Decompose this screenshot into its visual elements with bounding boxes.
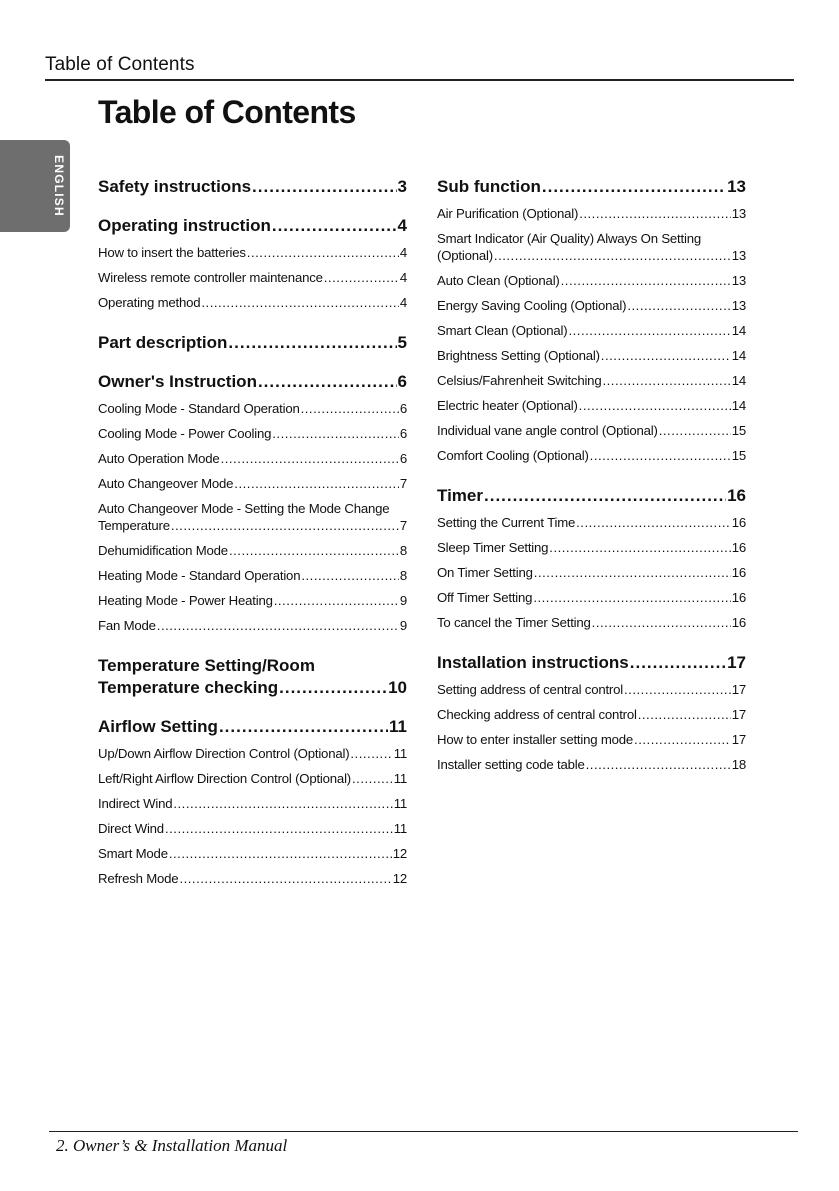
toc-entry[interactable]	[98, 538, 407, 563]
toc-entry[interactable]	[98, 446, 407, 471]
dot-leader	[228, 332, 396, 354]
section-title: Airflow Setting	[98, 717, 218, 736]
dot-leader	[579, 205, 731, 222]
toc-entry[interactable]	[437, 418, 746, 443]
dot-leader	[592, 614, 731, 631]
toc-entry[interactable]	[437, 343, 746, 368]
entry-text: Checking address of central control	[437, 707, 637, 722]
page-number: 15	[731, 448, 746, 463]
page-number: 17	[727, 653, 746, 672]
entry-text: Heating Mode - Standard Operation	[98, 568, 301, 583]
page-number: 18	[731, 757, 746, 772]
dot-leader	[624, 681, 731, 698]
page-number: 4	[399, 245, 407, 260]
section-title: Safety instructions	[98, 177, 252, 196]
entry-text: Energy Saving Cooling (Optional)	[437, 298, 627, 313]
toc-entry[interactable]	[98, 421, 407, 446]
toc-entry[interactable]	[437, 677, 746, 702]
toc-entry[interactable]	[98, 841, 407, 866]
dot-leader	[157, 617, 399, 634]
page-number: 6	[399, 401, 407, 416]
toc-entry[interactable]	[437, 368, 746, 393]
section-title: Sub function	[437, 177, 541, 196]
entry-text: Auto Changeover Mode	[98, 476, 234, 491]
entry-text: Electric heater (Optional)	[437, 398, 578, 413]
dot-leader	[533, 589, 730, 606]
toc-entry[interactable]	[98, 563, 407, 588]
dot-leader	[219, 716, 388, 738]
toc-entry[interactable]	[98, 741, 407, 766]
page-number: 17	[731, 682, 746, 697]
entry-text: Up/Down Airflow Direction Control (Optional)	[98, 746, 350, 761]
toc-section-airflow	[98, 716, 407, 891]
dot-leader	[169, 845, 392, 862]
dot-leader	[279, 677, 387, 699]
entry-text: Comfort Cooling (Optional)	[437, 448, 589, 463]
section-title: Temperature Setting/Room	[98, 656, 315, 675]
page-number: 16	[731, 590, 746, 605]
entry-text: Setting address of central control	[437, 682, 623, 697]
toc-entry[interactable]	[98, 240, 407, 265]
entry-text: Installer setting code table	[437, 757, 585, 772]
dot-leader	[272, 425, 399, 442]
dot-leader	[173, 795, 392, 812]
page-number: 11	[389, 717, 407, 736]
page-number: 11	[393, 771, 407, 786]
toc-left-column	[98, 176, 407, 908]
running-header: Table of Contents	[45, 54, 195, 75]
page-number: 13	[731, 273, 746, 288]
dot-leader	[165, 820, 393, 837]
toc-section-temperature	[98, 655, 407, 699]
section-heading[interactable]	[437, 176, 746, 198]
toc-entry[interactable]	[437, 293, 746, 318]
dot-leader	[659, 422, 731, 439]
dot-leader	[201, 294, 398, 311]
toc-entry[interactable]	[437, 585, 746, 610]
dot-leader	[534, 564, 731, 581]
footer-rule	[49, 1131, 798, 1132]
entry-text: Smart Indicator (Air Quality) Always On Setting	[437, 231, 701, 246]
page-number: 6	[397, 372, 407, 391]
entry-text: Heating Mode - Power Heating	[98, 593, 273, 608]
page-number: 14	[731, 323, 746, 338]
page-number: 10	[388, 678, 407, 697]
dot-leader	[634, 731, 731, 748]
entry-text: Wireless remote controller maintenance	[98, 270, 323, 285]
entry-text: Dehumidification Mode	[98, 543, 228, 558]
entry-text: Celsius/Fahrenheit Switching	[437, 373, 602, 388]
page-number: 17	[731, 707, 746, 722]
page-number: 14	[731, 398, 746, 413]
page-number: 5	[397, 333, 407, 352]
entry-text: On Timer Setting	[437, 565, 533, 580]
page-number: 6	[399, 426, 407, 441]
page-number: 4	[397, 216, 407, 235]
toc-section-sub-function	[437, 176, 746, 468]
toc-entry[interactable]	[98, 816, 407, 841]
toc-entry[interactable]	[437, 727, 746, 752]
entry-text: Auto Operation Mode	[98, 451, 220, 466]
page-number: 4	[399, 295, 407, 310]
entry-text: Auto Changeover Mode - Setting the Mode Change	[98, 501, 390, 516]
page-number: 16	[731, 615, 746, 630]
toc-entry[interactable]	[98, 290, 407, 315]
page-number: 13	[731, 206, 746, 221]
section-heading[interactable]	[437, 652, 746, 674]
toc-entry[interactable]	[98, 613, 407, 638]
page-number: 13	[727, 177, 746, 196]
dot-leader	[549, 539, 730, 556]
page-number: 11	[393, 796, 407, 811]
toc-entry[interactable]	[98, 496, 407, 538]
dot-leader	[542, 176, 726, 198]
page-number: 9	[399, 618, 407, 633]
toc-section-part	[98, 332, 407, 354]
page-number: 6	[399, 451, 407, 466]
page-number: 8	[399, 568, 407, 583]
entry-text: Operating method	[98, 295, 201, 310]
entry-text: Temperature	[98, 518, 170, 533]
toc-entry[interactable]	[437, 752, 746, 777]
page-number: 13	[731, 248, 746, 263]
toc-entry[interactable]	[437, 393, 746, 418]
dot-leader	[258, 371, 397, 393]
section-title: Owner's Instruction	[98, 372, 257, 391]
dot-leader	[301, 567, 399, 584]
dot-leader	[627, 297, 730, 314]
dot-leader	[586, 756, 731, 773]
section-heading[interactable]	[98, 332, 407, 354]
toc-entry[interactable]	[98, 588, 407, 613]
page-number: 13	[731, 298, 746, 313]
entry-text: Setting the Current Time	[437, 515, 576, 530]
dot-leader	[350, 745, 392, 762]
entry-text: Brightness Setting (Optional)	[437, 348, 600, 363]
page-number: 3	[397, 177, 407, 196]
dot-leader	[494, 247, 731, 264]
dot-leader	[274, 592, 399, 609]
dot-leader	[561, 272, 731, 289]
dot-leader	[630, 652, 726, 674]
footer-text: 2. Owner’s & Installation Manual	[56, 1136, 288, 1155]
dot-leader	[579, 397, 731, 414]
entry-text: Sleep Timer Setting	[437, 540, 549, 555]
page-number: 16	[727, 486, 746, 505]
page-number: 11	[393, 746, 407, 761]
dot-leader	[301, 400, 399, 417]
dot-leader	[179, 870, 391, 887]
toc-entry[interactable]	[437, 443, 746, 468]
dot-leader	[324, 269, 399, 286]
page-number: 12	[392, 871, 407, 886]
page-number: 7	[399, 476, 407, 491]
page-number: 17	[731, 732, 746, 747]
toc-entry[interactable]	[98, 471, 407, 496]
dot-leader	[272, 215, 397, 237]
page-number: 7	[399, 518, 407, 533]
entry-text: Cooling Mode - Power Cooling	[98, 426, 272, 441]
section-title: Part description	[98, 333, 228, 352]
page-number: 4	[399, 270, 407, 285]
dot-leader	[602, 372, 730, 389]
page-number: 11	[393, 821, 407, 836]
dot-leader	[484, 485, 726, 507]
section-heading[interactable]	[98, 655, 407, 699]
entry-text: (Optional)	[437, 248, 493, 263]
toc-section-safety	[98, 176, 407, 198]
toc-entry[interactable]	[437, 510, 746, 535]
dot-leader	[568, 322, 730, 339]
section-heading[interactable]	[437, 485, 746, 507]
entry-text: Left/Right Airflow Direction Control (Optional)	[98, 771, 351, 786]
dot-leader	[638, 706, 731, 723]
page-number: 16	[731, 540, 746, 555]
page-number: 14	[731, 348, 746, 363]
page-number: 8	[399, 543, 407, 558]
entry-text: How to insert the batteries	[98, 245, 246, 260]
section-title: Temperature checking	[98, 678, 279, 697]
entry-text: To cancel the Timer Setting	[437, 615, 591, 630]
page-number: 12	[392, 846, 407, 861]
toc-entry[interactable]	[98, 396, 407, 421]
section-title: Timer	[437, 486, 483, 505]
toc-entry[interactable]	[437, 702, 746, 727]
dot-leader	[229, 542, 399, 559]
header-rule	[45, 79, 794, 81]
toc-section-operating	[98, 215, 407, 315]
toc-entry[interactable]	[437, 560, 746, 585]
entry-text: Fan Mode	[98, 618, 156, 633]
toc-entry[interactable]	[437, 535, 746, 560]
toc-section-owners	[98, 371, 407, 638]
section-heading[interactable]	[98, 371, 407, 393]
dot-leader	[352, 770, 393, 787]
toc-section-installation	[437, 652, 746, 777]
entry-text: Refresh Mode	[98, 871, 179, 886]
entry-text: Individual vane angle control (Optional)	[437, 423, 658, 438]
dot-leader	[590, 447, 731, 464]
toc-entry[interactable]	[98, 265, 407, 290]
section-title: Installation instructions	[437, 653, 629, 672]
entry-text: Auto Clean (Optional)	[437, 273, 560, 288]
section-heading[interactable]	[98, 215, 407, 237]
toc-section-timer	[437, 485, 746, 635]
entry-text: Smart Mode	[98, 846, 168, 861]
language-tab-label: ENGLISH	[52, 155, 66, 217]
toc-entry[interactable]	[98, 766, 407, 791]
section-heading[interactable]	[98, 716, 407, 738]
dot-leader	[601, 347, 731, 364]
toc-entry[interactable]	[437, 610, 746, 635]
toc-right-column	[437, 176, 746, 794]
section-title: Operating instruction	[98, 216, 271, 235]
entry-text: Direct Wind	[98, 821, 164, 836]
toc-entry[interactable]	[98, 791, 407, 816]
page-number: 16	[731, 515, 746, 530]
toc-entry[interactable]	[98, 866, 407, 891]
dot-leader	[171, 517, 399, 534]
entry-text: Off Timer Setting	[437, 590, 533, 605]
entry-text: Smart Clean (Optional)	[437, 323, 568, 338]
page-title: Table of Contents	[98, 94, 356, 130]
page-number: 15	[731, 423, 746, 438]
dot-leader	[252, 176, 396, 198]
page-number: 16	[731, 565, 746, 580]
section-heading[interactable]	[98, 176, 407, 198]
dot-leader	[221, 450, 399, 467]
toc-entry[interactable]	[437, 226, 746, 268]
dot-leader	[576, 514, 731, 531]
toc-entry[interactable]	[437, 268, 746, 293]
entry-text: Cooling Mode - Standard Operation	[98, 401, 300, 416]
dot-leader	[234, 475, 399, 492]
toc-entry[interactable]	[437, 201, 746, 226]
page-number: 14	[731, 373, 746, 388]
dot-leader	[247, 244, 399, 261]
entry-text: Air Purification (Optional)	[437, 206, 579, 221]
entry-text: Indirect Wind	[98, 796, 173, 811]
entry-text: How to enter installer setting mode	[437, 732, 634, 747]
page-number: 9	[399, 593, 407, 608]
toc-entry[interactable]	[437, 318, 746, 343]
